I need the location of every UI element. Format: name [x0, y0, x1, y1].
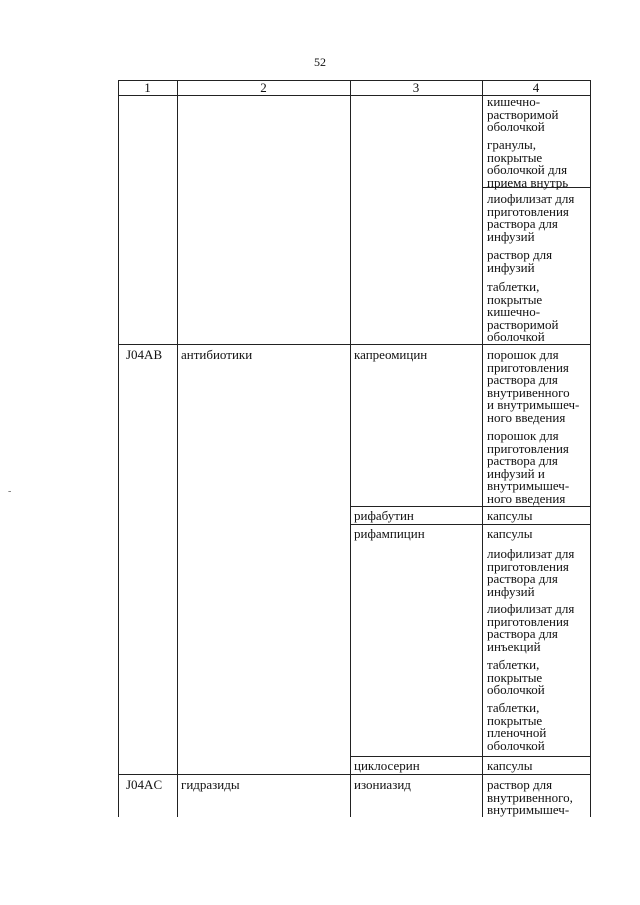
atc-code-cell: J04AB: [126, 347, 163, 362]
drug-name-cell: циклосерин: [354, 758, 420, 773]
group-name-cell: гидразиды: [181, 777, 240, 792]
group-name-cell: антибиотики: [181, 347, 253, 362]
header-col-3: 3: [412, 80, 420, 95]
table-column-divider-2: [350, 80, 351, 817]
form-cell: раствор для инфузий: [487, 247, 553, 275]
form-cell: гранулы, покрытые оболочкой для приема внутрь: [487, 137, 569, 190]
form-cell: капсулы: [487, 758, 533, 773]
atc-code-cell: J04AC: [126, 777, 163, 792]
page-number: 52: [314, 55, 326, 69]
drug-name-cell: изониазид: [354, 777, 411, 792]
table-column-divider-1: [177, 80, 178, 817]
form-cell: капсулы: [487, 508, 533, 523]
header-col-2: 2: [260, 80, 267, 95]
table-column-divider-3: [482, 80, 483, 817]
form-cell: таблетки, покрытые кишечно- растворимой оболочкой: [487, 279, 559, 344]
stray-mark: -: [8, 486, 12, 497]
form-cell: кишечно- растворимой оболочкой: [487, 94, 559, 134]
drug-name-cell: капреомицин: [354, 347, 428, 362]
drug-name-cell: рифабутин: [354, 508, 414, 523]
form-cell: таблетки, покрытые оболочкой: [487, 657, 545, 697]
row-divider-j04ac: [118, 774, 591, 775]
drug-name-cell: рифампицин: [354, 526, 425, 541]
row-divider-rifabutin: [350, 506, 591, 507]
form-cell: лиофилизат для приготовления раствора для инфузий: [487, 546, 575, 599]
form-cell: порошок для приготовления раствора для внутривенного и внутримышеч- ного введения: [487, 347, 580, 425]
form-cell: раствор для внутривенного, внутримышеч-: [487, 777, 573, 817]
form-cell: таблетки, покрытые пленочной оболочкой: [487, 700, 547, 753]
table-border-right: [590, 80, 591, 817]
table-border-left: [118, 80, 119, 817]
form-cell: порошок для приготовления раствора для инфузий и внутримышеч- ного введения: [487, 428, 570, 506]
form-cell: лиофилизат для приготовления раствора для инфузий: [487, 191, 575, 244]
row-divider-j04ab: [118, 344, 591, 345]
form-cell: лиофилизат для приготовления раствора для инъекций: [487, 601, 575, 654]
form-cell: капсулы: [487, 526, 533, 541]
header-col-4: 4: [532, 80, 540, 95]
header-col-1: 1: [144, 80, 151, 95]
row-divider-cycloserine: [350, 756, 591, 757]
row-divider-rifampicin: [350, 524, 591, 525]
